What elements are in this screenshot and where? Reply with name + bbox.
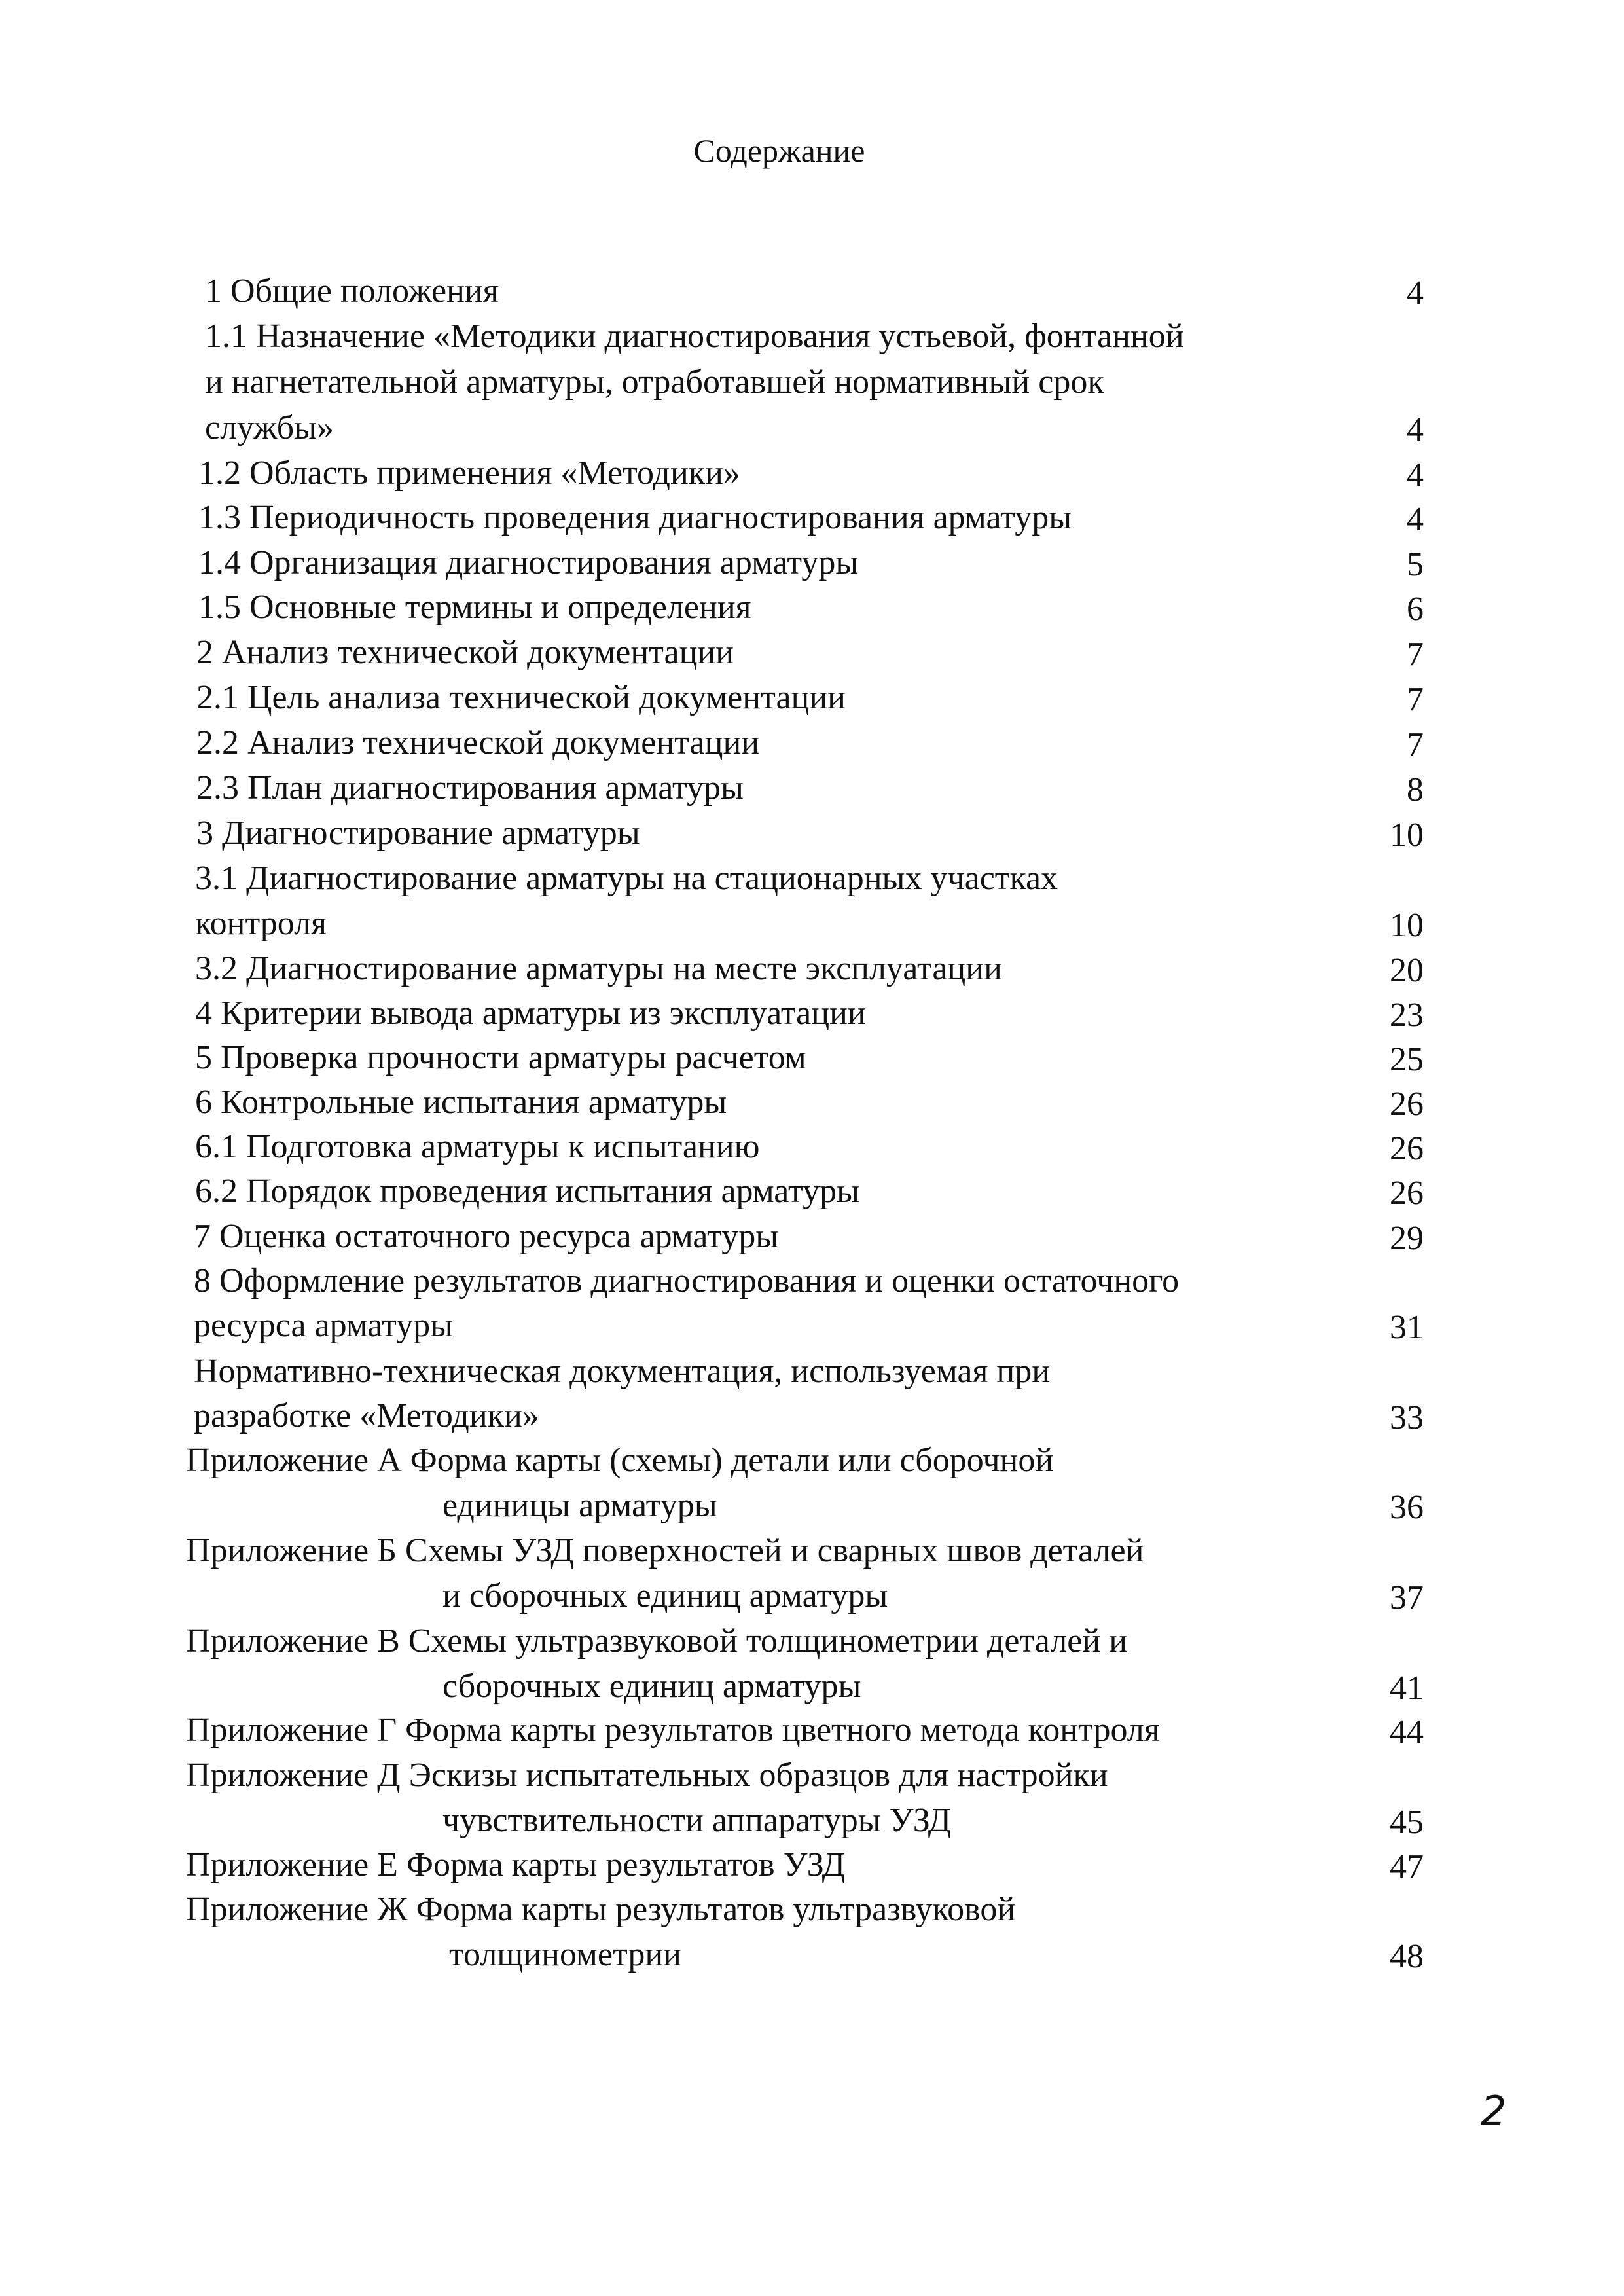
toc-entry-text: разработке «Методики» — [194, 1397, 539, 1434]
toc-entry-page: 37 — [1390, 1579, 1424, 1616]
toc-entry-text: Нормативно-техническая документация, используемая при — [194, 1353, 1051, 1390]
toc-entry-text: Приложение Ж Форма карты результатов ультразвуковой — [186, 1891, 1016, 1928]
toc-entry-page: 4 — [1407, 411, 1424, 448]
toc-entry-text: Приложение В Схемы ультразвуковой толщинометрии деталей и — [186, 1622, 1128, 1660]
page-title: Содержание — [693, 132, 865, 169]
toc-entry-page: 26 — [1390, 1175, 1424, 1212]
toc-entry-page: 4 — [1407, 274, 1424, 312]
toc-entry-page: 7 — [1407, 681, 1424, 718]
toc-entry-page: 4 — [1407, 456, 1424, 494]
toc-entry-page: 7 — [1407, 636, 1424, 673]
toc-entry-text: Приложение А Форма карты (схемы) детали или сборочной — [186, 1442, 1054, 1479]
toc-entry-page: 29 — [1390, 1220, 1424, 1257]
toc-entry-text: ресурса арматуры — [194, 1307, 454, 1344]
toc-entry-text: 2.1 Цель анализа технической документации — [196, 679, 846, 716]
toc-entry-text: 5 Проверка прочности арматуры расчетом — [195, 1039, 806, 1076]
toc-entry-page: 45 — [1390, 1804, 1424, 1841]
toc-entry-text: чувствительности аппаратуры УЗД — [442, 1802, 952, 1839]
toc-entry-text: 4 Критерии вывода арматуры из эксплуатации — [195, 994, 866, 1032]
toc-entry-text: 1.1 Назначение «Методики диагностирования устьевой, фонтанной — [205, 318, 1184, 355]
toc-entry-text: 6 Контрольные испытания арматуры — [195, 1084, 727, 1121]
toc-entry-text: Приложение Д Эскизы испытательных образцов для настройки — [186, 1757, 1108, 1794]
toc-entry-page: 33 — [1390, 1399, 1424, 1436]
toc-entry-text: контроля — [195, 905, 327, 942]
toc-entry-page: 10 — [1390, 816, 1424, 854]
toc-entry-text: 1.3 Периодичность проведения диагностирования арматуры — [198, 499, 1072, 536]
toc-entry-text: 7 Оценка остаточного ресурса арматуры — [194, 1218, 779, 1255]
toc-entry-text: 2.3 План диагностирования арматуры — [196, 769, 744, 807]
toc-entry-page: 4 — [1407, 501, 1424, 538]
toc-entry-page: 6 — [1407, 591, 1424, 628]
toc-entry-text: 6.1 Подготовка арматуры к испытанию — [195, 1128, 760, 1165]
toc-entry-page: 5 — [1407, 546, 1424, 583]
toc-entry-text: 3 Диагностирование арматуры — [196, 814, 640, 852]
toc-entry-page: 31 — [1390, 1309, 1424, 1346]
toc-entry-page: 10 — [1390, 907, 1424, 944]
toc-entry-text: толщинометрии — [449, 1936, 682, 1973]
toc-entry-text: единицы арматуры — [442, 1487, 717, 1524]
toc-entry-page: 26 — [1390, 1085, 1424, 1123]
toc-entry-text: и сборочных единиц арматуры — [442, 1577, 888, 1614]
toc-entry-page: 47 — [1390, 1848, 1424, 1886]
toc-entry-page: 44 — [1390, 1713, 1424, 1751]
toc-entry-text: Приложение Е Форма карты результатов УЗД — [186, 1846, 846, 1884]
toc-entry-page: 7 — [1407, 726, 1424, 763]
toc-entry-text: 2 Анализ технической документации — [196, 634, 734, 671]
toc-entry-text: сборочных единиц арматуры — [442, 1667, 861, 1705]
toc-entry-page: 8 — [1407, 771, 1424, 809]
toc-entry-page: 36 — [1390, 1489, 1424, 1526]
toc-entry-page: 23 — [1390, 996, 1424, 1034]
toc-entry-text: 1.5 Основные термины и определения — [198, 589, 751, 626]
toc-entry-text: и нагнетательной арматуры, отработавшей нормативный срок — [205, 363, 1104, 401]
page-number: 2 — [1481, 2087, 1507, 2135]
toc-entry-text: 3.1 Диагностирование арматуры на стационарных участках — [195, 860, 1058, 897]
toc-entry-text: 2.2 Анализ технической документации — [196, 724, 760, 761]
toc-entry-text: 3.2 Диагностирование арматуры на месте эксплуатации — [195, 950, 1002, 987]
toc-entry-page: 48 — [1390, 1938, 1424, 1975]
toc-entry-page: 20 — [1390, 952, 1424, 989]
toc-entry-page: 26 — [1390, 1130, 1424, 1167]
toc-entry-text: 8 Оформление результатов диагностирования и оценки остаточного — [194, 1262, 1180, 1300]
toc-entry-page: 25 — [1390, 1041, 1424, 1078]
toc-entry-text: службы» — [205, 409, 334, 446]
toc-entry-text: 1.2 Область применения «Методики» — [198, 454, 740, 492]
toc-entry-page: 41 — [1390, 1669, 1424, 1707]
toc-entry-text: Приложение Г Форма карты результатов цветного метода контроля — [186, 1711, 1160, 1749]
toc-entry-text: 6.2 Порядок проведения испытания арматуры — [195, 1173, 860, 1210]
toc-entry-text: 1 Общие положения — [205, 272, 499, 310]
toc-entry-text: Приложение Б Схемы УЗД поверхностей и сварных швов деталей — [186, 1532, 1144, 1569]
toc-entry-text: 1.4 Организация диагностирования арматуры — [198, 544, 859, 581]
